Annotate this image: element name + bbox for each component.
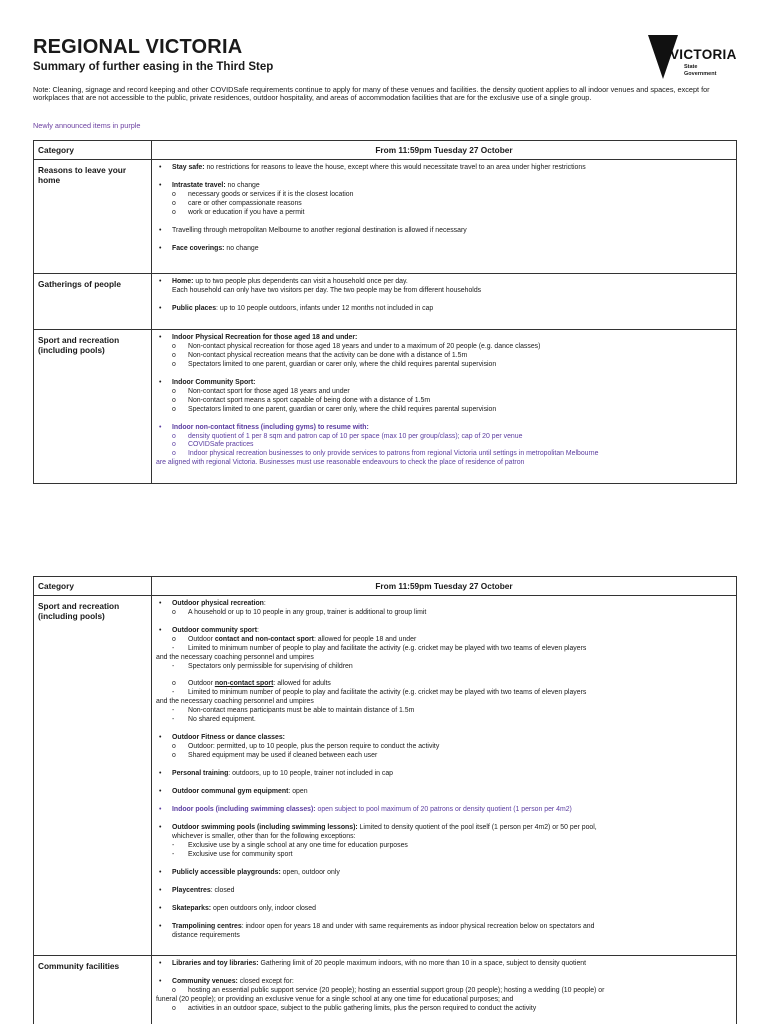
sub-item: o work or education if you have a permit bbox=[172, 208, 305, 216]
restrictions-table-2 bbox=[33, 576, 737, 1024]
list-item: • Outdoor communal gym equipment: open bbox=[156, 788, 732, 797]
column-header-date: From 11:59pm Tuesday 27 October bbox=[152, 141, 737, 160]
table-row bbox=[34, 330, 737, 484]
sub-item-continuation: are aligned with regional Victoria. Businesses must use reasonable endeavours to check the place of residence of patron bbox=[156, 459, 525, 467]
sub-item: o hosting an essential public support service (20 people); hosting an essential support group (20 people); hosting a wedding (10 people) or bbox=[172, 987, 605, 994]
sub-item: o care or other compassionate reasons bbox=[172, 199, 302, 207]
table-header-row bbox=[34, 141, 737, 160]
column-header-category: Category bbox=[34, 141, 152, 160]
sub-item: o activities in an outdoor space, subject to the public gathering limits, plus the person required to conduct the activity bbox=[172, 1004, 537, 1012]
table-row bbox=[34, 956, 737, 1024]
category-cell: Community facilities bbox=[34, 956, 152, 1024]
table-row bbox=[34, 596, 737, 956]
sub-item-continuation: funeral (20 people); or providing an exclusive venue for a single school at any one time for educational purposes; and bbox=[156, 995, 514, 1003]
sub-item: - Exclusive use for community sport bbox=[172, 851, 293, 859]
content-cell bbox=[152, 274, 737, 330]
sub-item: - No shared equipment. bbox=[172, 716, 256, 724]
list-item: • Skateparks: open outdoors only, indoor closed bbox=[156, 905, 732, 914]
sub-item: o Shared equipment may be used if cleaned between each user bbox=[172, 751, 378, 759]
sub-item: o Outdoor contact and non-contact sport: allowed for people 18 and under bbox=[172, 635, 417, 643]
sub-item: o Non-contact sport means a sport capable of being done with a distance of 1.5m bbox=[172, 396, 431, 404]
list-item-new: • Indoor pools (including swimming classes): open subject to pool maximum of 20 patrons or density quotient (1 person per 4m2) bbox=[156, 806, 732, 815]
content-cell bbox=[152, 596, 737, 956]
category-cell: Sport and recreation (including pools) bbox=[34, 330, 152, 484]
list-item-new: • Indoor non-contact fitness (including gyms) to resume with: o density quotient of 1 per 8 sqm and patron cap of 10 per space (max 10 per group/class); cap of 20 per venue o COVIDSafe practices o Indoor physical recreation businesses to only provide services to patrons from regional Victoria until settings in metropolitan Melbourne are aligned with regional Victoria. Businesses must use reasonable endeavours to check the place of residence of patron bbox=[156, 424, 732, 469]
purple-legend: Newly announced items in purple bbox=[33, 121, 141, 130]
list-item: • Outdoor physical recreation: o A household or up to 10 people in any group, trainer is additional to group limit bbox=[156, 600, 732, 618]
restrictions-table-1 bbox=[33, 140, 737, 484]
sub-item: - Limited to minimum number of people to play and facilitate the activity (e.g. cricket may be played with two teams of eleven players bbox=[172, 644, 587, 652]
page-title: REGIONAL VICTORIA bbox=[33, 36, 243, 58]
content-cell bbox=[152, 956, 737, 1024]
sub-item: o Outdoor non-contact sport: allowed for adults bbox=[172, 680, 331, 688]
sub-item: o Spectators limited to one parent, guardian or carer only, where the child requires parental supervision bbox=[172, 405, 497, 413]
list-item: • Outdoor swimming pools (including swimming lessons): Limited to density quotient of the pool itself (1 person per 4m2) or 50 per pool, whichever is smaller, other than for the following exceptions: - Exclusive use by a single school at any one time for education purposes - Exclusive use for community sport bbox=[156, 824, 732, 860]
sub-item: o Indoor physical recreation businesses to only provide services to patrons from regional Victoria until settings in metropolitan Melbourne bbox=[172, 450, 599, 458]
page-subtitle: Summary of further easing in the Third Step bbox=[33, 61, 274, 73]
logo-sub-government: Government bbox=[684, 70, 717, 77]
sub-item: - Exclusive use by a single school at any one time for education purposes bbox=[172, 842, 408, 850]
list-item: • Publicly accessible playgrounds: open, outdoor only bbox=[156, 869, 732, 878]
table-row bbox=[34, 160, 737, 274]
list-item: • Travelling through metropolitan Melbourne to another regional destination is allowed if necessary bbox=[156, 227, 732, 236]
list-item: • Outdoor community sport: o Outdoor contact and non-contact sport: allowed for people 18 and under - Limited to minimum number of people to play and facilitate the activity (e.g. cricket may be played with two teams of eleven players and the necessary coaching personnel and umpires - Spectators only permissible for supervising of children o Outdoor non-contact sport: allowed for adults - Limited to minimum number of people to play and facilitate the activity (e.g. cricket may be played with two teams of eleven players and the necessary coaching personnel and umpires - Non-contact means participants must be able to maintain distance of 1.5m - No shared equipment. bbox=[156, 627, 732, 725]
category-cell: Reasons to leave your home bbox=[34, 160, 152, 274]
list-item: • Public places: up to 10 people outdoors, infants under 12 months not included in cap bbox=[156, 305, 732, 314]
list-item: • Community venues: closed except for: o hosting an essential public support service (20 people); hosting an essential support group (20 people); hosting a wedding (10 people) or funeral (20 people); or providing an exclusive venue for a single school at any one time for educational purposes; and o activities in an outdoor space, subject to the public gathering limits, plus the person required to conduct the activity bbox=[156, 978, 732, 1014]
list-item: • Playcentres: closed bbox=[156, 887, 732, 896]
sub-item: o necessary goods or services if it is the closest location bbox=[172, 191, 354, 198]
sub-item: - Non-contact means participants must be able to maintain distance of 1.5m bbox=[172, 707, 415, 715]
sub-item: - Limited to minimum number of people to play and facilitate the activity (e.g. cricket may be played with two teams of eleven players bbox=[172, 689, 587, 697]
column-header-category: Category bbox=[34, 577, 152, 596]
list-item: • Face coverings: no change bbox=[156, 245, 732, 254]
sub-item: o Spectators limited to one parent, guardian or carer only, where the child requires parental supervision bbox=[172, 360, 497, 368]
list-item: • Intrastate travel: no change o necessary goods or services if it is the closest location o care or other compassionate reasons o work or education if you have a permit bbox=[156, 182, 732, 218]
sub-item: o COVIDSafe practices bbox=[172, 441, 254, 449]
sub-item: - Spectators only permissible for supervising of children bbox=[172, 662, 353, 670]
sub-item: o Non-contact physical recreation means that the activity can be done with a distance of 1.5m bbox=[172, 351, 468, 359]
intro-note: Note: Cleaning, signage and record keeping and other COVIDSafe requirements continue to apply for many of these venues and facilities. the density quotient applies to all indoor venues and spaces, except for workplaces that are not accessible to the public, private residences, outdoor hospitality, and areas of accommodation facilities that are for the exclusive use of a single group. bbox=[33, 85, 710, 103]
table-header-row bbox=[34, 577, 737, 596]
sub-item: o Outdoor: permitted, up to 10 people, plus the person require to conduct the activity bbox=[172, 743, 440, 751]
list-item: • Personal training: outdoors, up to 10 people, trainer not included in cap bbox=[156, 770, 732, 779]
sub-item: o Non-contact sport for those aged 18 years and under bbox=[172, 387, 350, 395]
sub-item: o A household or up to 10 people in any group, trainer is additional to group limit bbox=[172, 608, 427, 616]
category-cell: Gatherings of people bbox=[34, 274, 152, 330]
content-cell bbox=[152, 160, 737, 274]
content-cell bbox=[152, 330, 737, 484]
list-item: • Indoor Physical Recreation for those aged 18 and under: o Non-contact physical recreation for those aged 18 years and under to a maximum of 20 people (e.g. dance classes) o Non-contact physical recreation means that the activity can be done with a distance of 1.5m o Spectators limited to one parent, guardian or carer only, where the child requires parental supervision bbox=[156, 334, 732, 370]
logo-subtext bbox=[684, 64, 716, 77]
sub-item: o density quotient of 1 per 8 sqm and patron cap of 10 per space (max 10 per group/class); cap of 20 per venue bbox=[172, 432, 523, 440]
list-item: • Outdoor Fitness or dance classes: o Outdoor: permitted, up to 10 people, plus the person require to conduct the activity o Shared equipment may be used if cleaned between each user bbox=[156, 734, 732, 761]
list-item: • Indoor Community Sport: o Non-contact sport for those aged 18 years and under o Non-contact sport means a sport capable of being done with a distance of 1.5m o Spectators limited to one parent, guardian or carer only, where the child requires parental supervision bbox=[156, 379, 732, 415]
logo-wordmark: VICTORIA bbox=[670, 47, 737, 62]
sub-item-continuation: and the necessary coaching personnel and umpires bbox=[156, 698, 314, 706]
column-header-date: From 11:59pm Tuesday 27 October bbox=[152, 577, 737, 596]
sub-item: o Non-contact physical recreation for those aged 18 years and under to a maximum of 20 people (e.g. dance classes) bbox=[172, 342, 541, 350]
list-item: • Stay safe: no restrictions for reasons to leave the house, except where this would necessitate travel to an area under higher restrictions bbox=[156, 164, 732, 173]
logo-sub-state: State bbox=[684, 64, 698, 70]
list-item: • Trampolining centres: indoor open for years 18 and under with same requirements as indoor physical recreation below on spectators and distance requirements bbox=[156, 923, 732, 941]
list-item: • Home: up to two people plus dependents can visit a household once per day. Each household can only have two visitors per day. The two people may be from different households bbox=[156, 278, 732, 296]
sub-item-continuation: and the necessary coaching personnel and umpires bbox=[156, 653, 314, 661]
victoria-logo bbox=[648, 35, 737, 81]
table-row bbox=[34, 274, 737, 330]
list-item: • Libraries and toy libraries: Gathering limit of 20 people maximum indoors, with no more than 10 in a space, subject to density quotient bbox=[156, 960, 732, 969]
category-cell: Sport and recreation (including pools) bbox=[34, 596, 152, 956]
